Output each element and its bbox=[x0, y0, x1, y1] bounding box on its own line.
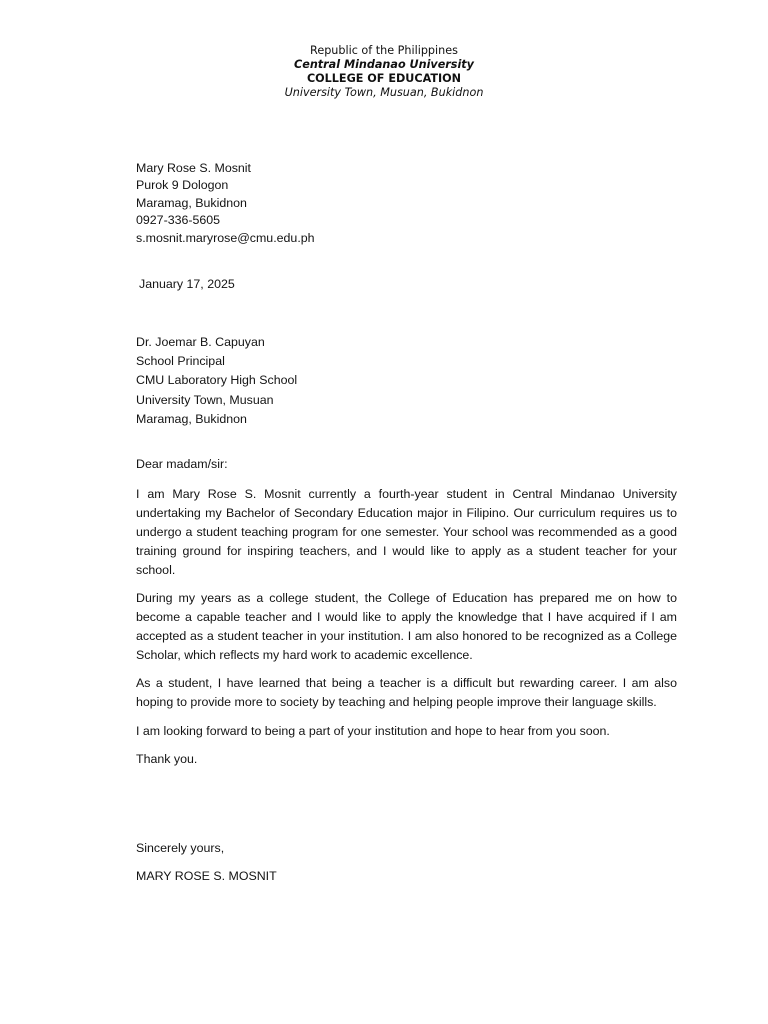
salutation-text: Dear madam/sir: bbox=[136, 457, 228, 471]
sender-city: Maramag, Bukidnon bbox=[136, 195, 247, 210]
date-text: January 17, 2025 bbox=[139, 277, 235, 291]
sender-phone: 0927-336-5605 bbox=[136, 213, 221, 228]
sender-name: Mary Rose S. Mosnit bbox=[136, 161, 251, 175]
paragraph-1-text: I am Mary Rose S. Mosnit currently a fourth-year student in Central Mindanao University undertaking my Bachelor of Secondary Education major in Filipino. Our curriculum requires us to undergo a student teaching program for one semester. Your school was recommended as a good training ground for inspiring teachers, and I would like to apply as a student teacher for your school. bbox=[136, 487, 677, 577]
paragraph-3-text: As a student, I have learned that being a teacher is a difficult but rewarding career. I am also hoping to provide more to society by teaching and helping people improve their language skills. bbox=[136, 676, 677, 709]
closing bbox=[136, 840, 677, 858]
sender-street: Purok 9 Dologon bbox=[136, 178, 229, 193]
letterhead bbox=[0, 44, 768, 100]
signature-name bbox=[136, 868, 677, 886]
recipient-address-line1: University Town, Musuan bbox=[136, 392, 274, 407]
sender-address bbox=[136, 160, 677, 247]
letterhead-university: Central Mindanao University bbox=[294, 58, 474, 71]
recipient-name: Dr. Joemar B. Capuyan bbox=[136, 335, 265, 349]
letter-date bbox=[139, 276, 680, 294]
closing-text: Sincerely yours, bbox=[136, 841, 225, 855]
recipient-address-line2: Maramag, Bukidnon bbox=[136, 411, 247, 426]
sender-email: s.mosnit.maryrose@cmu.edu.ph bbox=[136, 230, 315, 245]
thanks-text: Thank you. bbox=[136, 752, 198, 766]
signature-name-text: MARY ROSE S. MOSNIT bbox=[136, 869, 277, 883]
paragraph-3 bbox=[136, 674, 677, 712]
recipient-school: CMU Laboratory High School bbox=[136, 373, 298, 388]
paragraph-1 bbox=[136, 485, 677, 580]
recipient-address bbox=[136, 333, 677, 429]
paragraph-4 bbox=[136, 722, 677, 741]
letterhead-address: University Town, Musuan, Bukidnon bbox=[284, 86, 484, 99]
recipient-title: School Principal bbox=[136, 354, 225, 369]
paragraph-4-text: I am looking forward to being a part of your institution and hope to hear from you soon. bbox=[136, 724, 610, 738]
salutation bbox=[136, 456, 677, 474]
letterhead-college: COLLEGE OF EDUCATION bbox=[306, 72, 462, 85]
paragraph-2 bbox=[136, 589, 677, 665]
thanks bbox=[136, 751, 677, 769]
paragraph-2-text: During my years as a college student, the College of Education has prepared me on how to become a capable teacher and I would like to apply the knowledge that I have acquired if I am accepted as a student teacher in your institution. I am also honored to be recognized as a College Scholar, which reflects my hard work to academic excellence. bbox=[136, 591, 677, 662]
letterhead-republic: Republic of the Philippines bbox=[310, 44, 458, 57]
